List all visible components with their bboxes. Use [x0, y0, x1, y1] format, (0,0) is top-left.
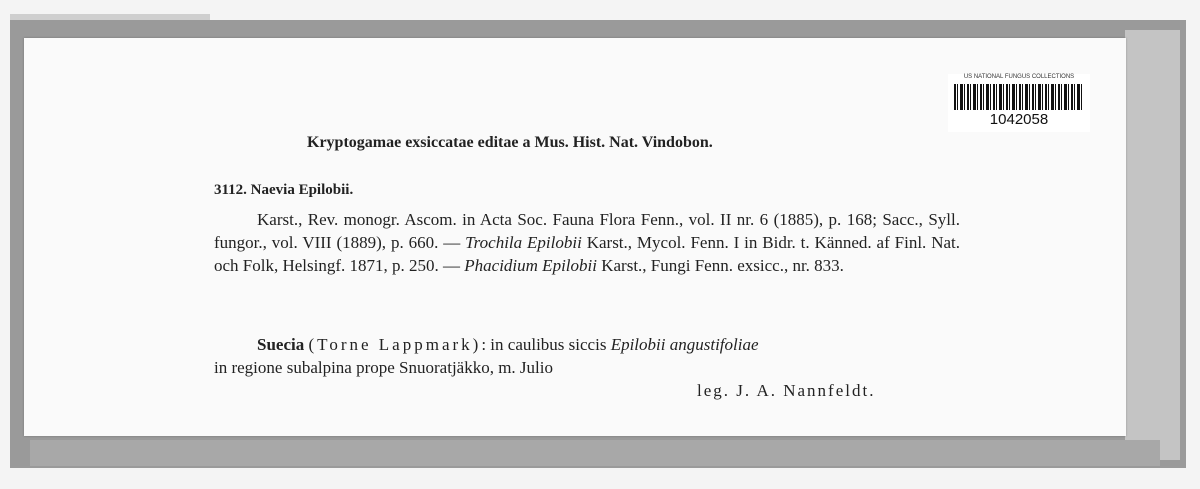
locality-region: (Torne Lappmark) [308, 335, 482, 354]
synonym-trochila: Trochila Epilobii [465, 233, 582, 252]
reference-text-1: Karst., Rev. monogr. Ascom. in Acta Soc. Fauna Flora Fenn., vol. II nr. 6 (1885), p. 168; Sacc., Syll. fungor., vol. VIII (1889), p. 660. — [214, 210, 960, 252]
barcode-icon [954, 84, 1084, 110]
locality [214, 333, 960, 379]
reference-text-3: Karst., Fungi Fenn. exsicc., nr. 833. [596, 256, 844, 275]
reference-text-2: Karst., Mycol. Fenn. I in Bidr. t. Känned. af Finl. Nat. och Folk, Helsingf. 1871, p. 250. — [214, 233, 960, 275]
references [214, 208, 960, 277]
barcode-institution: US NATIONAL FUNGUS COLLECTIONS [963, 74, 1075, 80]
barcode-number: 1042058 [989, 111, 1049, 128]
label-header: Kryptogamae exsiccatae editae a Mus. Hist. Nat. Vindobon. [307, 134, 713, 151]
mount-board-right [1125, 30, 1180, 460]
locality-host: Epilobii angustifoliae [610, 335, 759, 354]
mount-board-bottom [30, 440, 1160, 466]
locality-line-2: in regione subalpina prope Snuoratjäkko, m. Julio [214, 358, 553, 377]
synonym-phacidium: Phacidium Epilobii [464, 256, 597, 275]
locality-text: : in caulibus siccis [481, 335, 611, 354]
collector: leg. J. A. Nannfeldt. [697, 381, 876, 400]
barcode-label [948, 74, 1090, 132]
locality-country: Suecia [257, 335, 305, 354]
species-name: 3112. Naevia Epilobii. [214, 182, 354, 198]
